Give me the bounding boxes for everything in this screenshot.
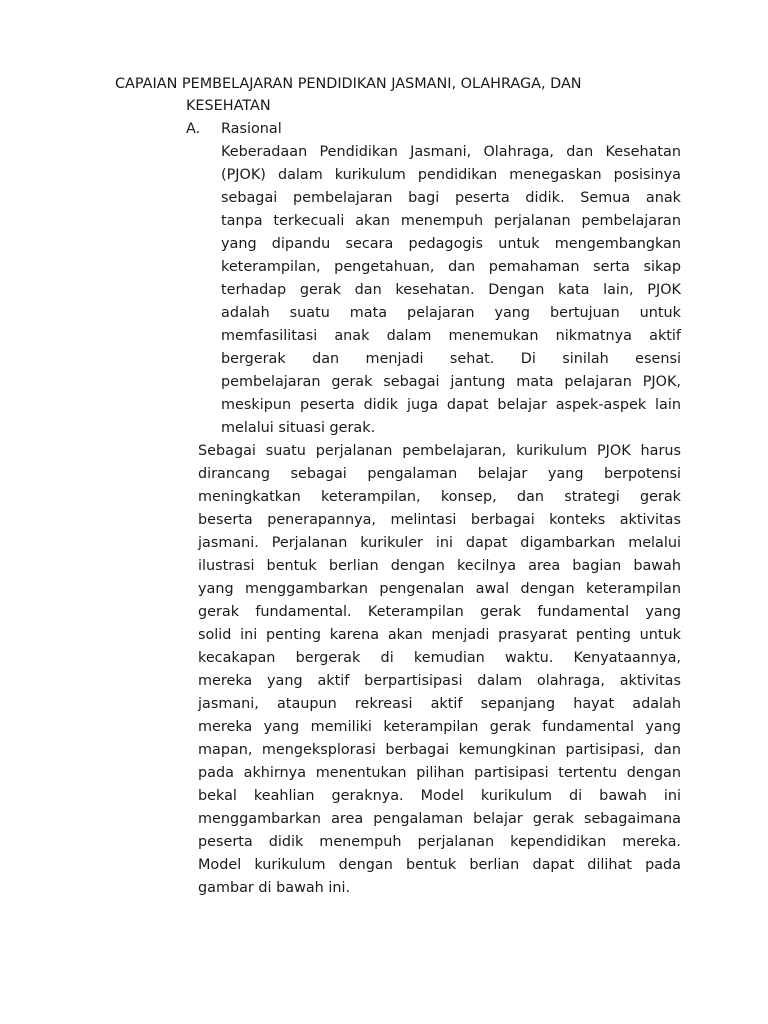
paragraph-line: bergerak dan menjadi sehat. Di sinilah esensi [221, 351, 681, 367]
paragraph-line: gambar di bawah ini. [198, 880, 351, 896]
paragraph-line: sebagai pembelajaran bagi peserta didik. Semua anak [221, 190, 681, 206]
paragraph-line: tanpa terkecuali akan menempuh perjalanan pembelajaran [221, 213, 681, 229]
paragraph-line: gerak fundamental. Keterampilan gerak fundamental yang [198, 604, 681, 620]
paragraph-line: Model kurikulum dengan bentuk berlian dapat dilihat pada [198, 857, 681, 873]
paragraph-line: pada akhirnya menentukan pilihan partisipasi tertentu dengan [198, 765, 681, 781]
paragraph-line: bekal keahlian geraknya. Model kurikulum di bawah ini [198, 788, 681, 804]
section-marker: A. [186, 121, 201, 137]
paragraph-line: dirancang sebagai pengalaman belajar yang berpotensi [198, 466, 681, 482]
paragraph-line: keterampilan, pengetahuan, dan pemahaman serta sikap [221, 259, 681, 275]
paragraph-line: yang menggambarkan pengenalan awal dengan keterampilan [198, 581, 681, 597]
paragraph-line: menggambarkan area pengalaman belajar gerak sebagaimana [198, 811, 681, 827]
paragraph-line: meskipun peserta didik juga dapat belajar aspek-aspek lain [221, 397, 681, 413]
paragraph-line: ilustrasi bentuk berlian dengan kecilnya area bagian bawah [198, 558, 681, 574]
paragraph-rasional [221, 142, 681, 441]
paragraph-line: pembelajaran gerak sebagai jantung mata pelajaran PJOK, [221, 374, 681, 390]
document-title-line-2: KESEHATAN [186, 98, 271, 114]
document-title-line-1: CAPAIAN PEMBELAJARAN PENDIDIKAN JASMANI, OLAHRAGA, DAN [115, 76, 582, 92]
paragraph-line: yang dipandu secara pedagogis untuk mengembangkan [221, 236, 681, 252]
paragraph-line: adalah suatu mata pelajaran yang bertujuan untuk [221, 305, 681, 321]
paragraph-line: terhadap gerak dan kesehatan. Dengan kata lain, PJOK [221, 282, 681, 298]
paragraph-line: mapan, mengeksplorasi berbagai kemungkinan partisipasi, dan [198, 742, 681, 758]
paragraph-line: Sebagai suatu perjalanan pembelajaran, kurikulum PJOK harus [198, 443, 681, 459]
paragraph-line: kecakapan bergerak di kemudian waktu. Kenyataannya, [198, 650, 681, 666]
paragraph-line: mereka yang memiliki keterampilan gerak fundamental yang [198, 719, 681, 735]
paragraph-line: meningkatkan keterampilan, konsep, dan strategi gerak [198, 489, 681, 505]
paragraph-line: mereka yang aktif berpartisipasi dalam olahraga, aktivitas [198, 673, 681, 689]
paragraph-line: peserta didik menempuh perjalanan kependidikan mereka. [198, 834, 681, 850]
paragraph-line: solid ini penting karena akan menjadi prasyarat penting untuk [198, 627, 681, 643]
paragraph-line: beserta penerapannya, melintasi berbagai konteks aktivitas [198, 512, 681, 528]
paragraph-line: melalui situasi gerak. [221, 420, 376, 436]
paragraph-line: jasmani. Perjalanan kurikuler ini dapat digambarkan melalui [198, 535, 681, 551]
paragraph-line: (PJOK) dalam kurikulum pendidikan menegaskan posisinya [221, 167, 681, 183]
paragraph-perjalanan [198, 441, 681, 901]
paragraph-line: Keberadaan Pendidikan Jasmani, Olahraga, dan Kesehatan [221, 144, 681, 160]
paragraph-line: jasmani, ataupun rekreasi aktif sepanjang hayat adalah [198, 696, 681, 712]
paragraph-line: memfasilitasi anak dalam menemukan nikmatnya aktif [221, 328, 681, 344]
section-title: Rasional [221, 121, 282, 137]
section-heading [186, 119, 282, 139]
